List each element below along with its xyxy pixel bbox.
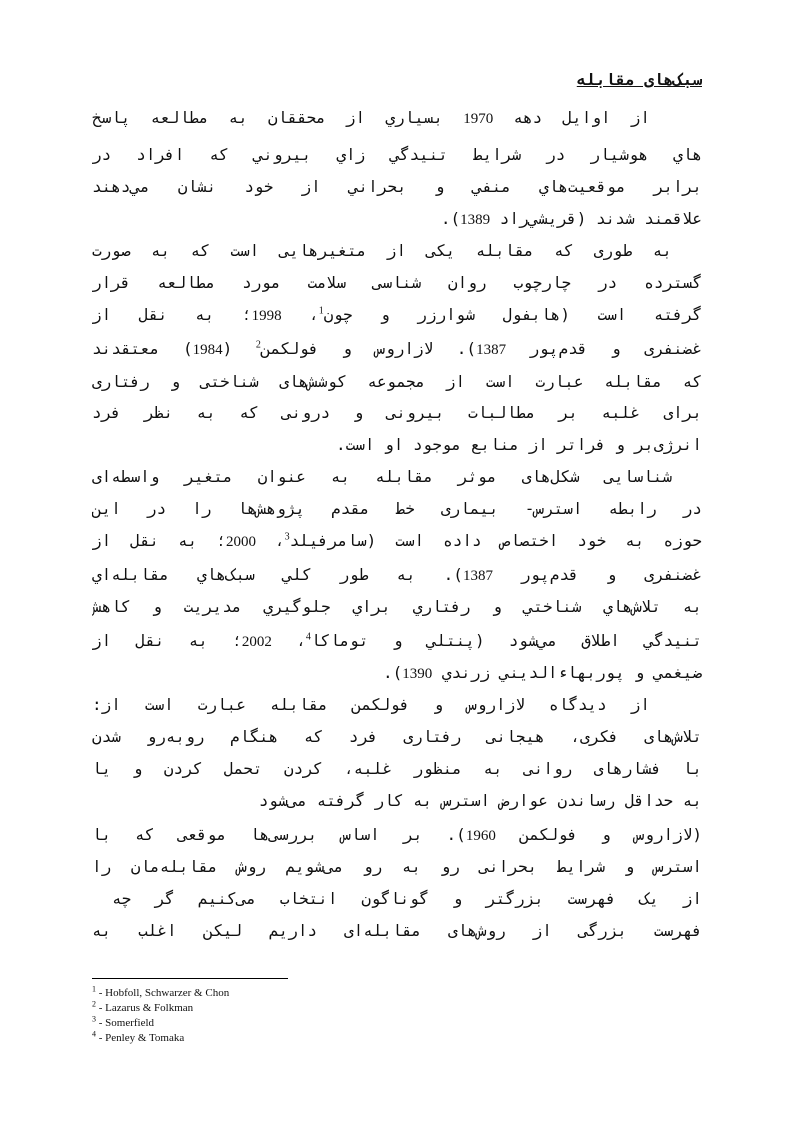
footnote-ref: 4 [305,631,311,643]
text-line: با فشارهای روانی به منظور غلبه، کردن تحمل کردن و یا [92,759,702,778]
text-line: که مقابله عبارت است از مجموعه کوشش‌های شناختی و رفتاری [92,372,702,391]
footnote-ref: 1 [318,305,324,317]
text-line: از دیدگاه لازاروس و فولکمن مقابله عبارت است از: [92,695,650,714]
text-line: در رابطه استرس- بیماری خط مقدم پژوهش‌ها را در این [92,499,702,518]
footnote: $^4$ - Penley & Tomaka [92,1029,185,1044]
text-line: انرژی‌بر و فراتر از منابع موجود او است. [335,435,702,454]
text-line: حوزه به خود اختصاص داده است (سامرفیلد$^3$، 2000؛ به نقل از [92,531,702,550]
text-line: به طوری که مقابله یکی از متغیرهایی است که به صورت [92,241,672,260]
text-line: علاقمند شدند (قريشي‌راد 1389). [440,209,702,228]
text-line: شناسایی شکل‌های موثر مقابله به عنوان متغیر واسطه‌ای [92,467,672,486]
text-line: هاي هوشيار در شرايط تنيدگي زاي بيروني كه افراد در [92,145,702,164]
text-line: تنيدگي اطلاق مي‌شود (پنتلي و توماكا$^4$، 2002؛ به نقل از [92,631,702,650]
footnote-ref: 3 [284,531,290,543]
text-line: فهرست بزرگی از روش‌های مقابله‌ای داریم لیکن اغلب به [92,921,702,940]
text-line: (لازاروس و فولکمن 1960). بر اساس بررسی‌ها موقعی که با [92,825,702,844]
text-line: به تلاش‌هاي شناختي و رفتاري براي جلوگيري مديريت و كاهش [92,597,702,616]
text-line: به حداقل رساندن عوارض استرس به کار گرفته می‌شود [258,791,702,810]
text-line: گرفته است (هابفول شوارزر و چون$^1$، 1998؛ به نقل از [92,305,702,324]
text-line: تلاش‌های فکری، هیجانی رفتاری فرد که هنگام روبه‌رو شدن [92,727,702,746]
text-line: از اوایل دهه 1970 بسیاري از محققان به مطالعه پاسخ [92,108,650,127]
footnote: $^3$ - Somerfield [92,1014,155,1029]
section-title: سبک‌های مقابله [576,70,702,89]
footnote: $^1$ - Hobfoll, Schwarzer & Chon [92,984,230,999]
text-line: گسترده در چارچوب روان شناسی سلامت مورد مطالعه قرار [92,273,702,292]
text-line: غضنفری و قدم‌پور 1387). به طور كلي سبک‌هاي مقابله‌اي [92,565,702,584]
footnote-separator [92,978,288,979]
footnote-ref: 2 [255,339,261,351]
text-line: از یک فهرست بزرگتر و گوناگون انتخاب می‌کنیم گر چه [112,889,702,908]
footnote: $^2$ - Lazarus & Folkman [92,999,194,1014]
text-line: غضنفری و قدم‌پور 1387). لازاروس و فولکمن$^2$ (1984) معتقدند [92,339,702,358]
text-line: برابر موقعيت‌هاي منفي و بحراني از خود نشان مي‌دهند [92,177,702,196]
text-line: برای غلبه بر مطالبات بیرونی و درونی که به نظر فرد [92,403,702,422]
text-line: استرس و شرایط بحرانی رو به رو می‌شویم روش مقابله‌مان را [92,857,702,876]
text-line: ضيغمي و پوربهاء‌الديني زرندي 1390). [383,663,702,682]
